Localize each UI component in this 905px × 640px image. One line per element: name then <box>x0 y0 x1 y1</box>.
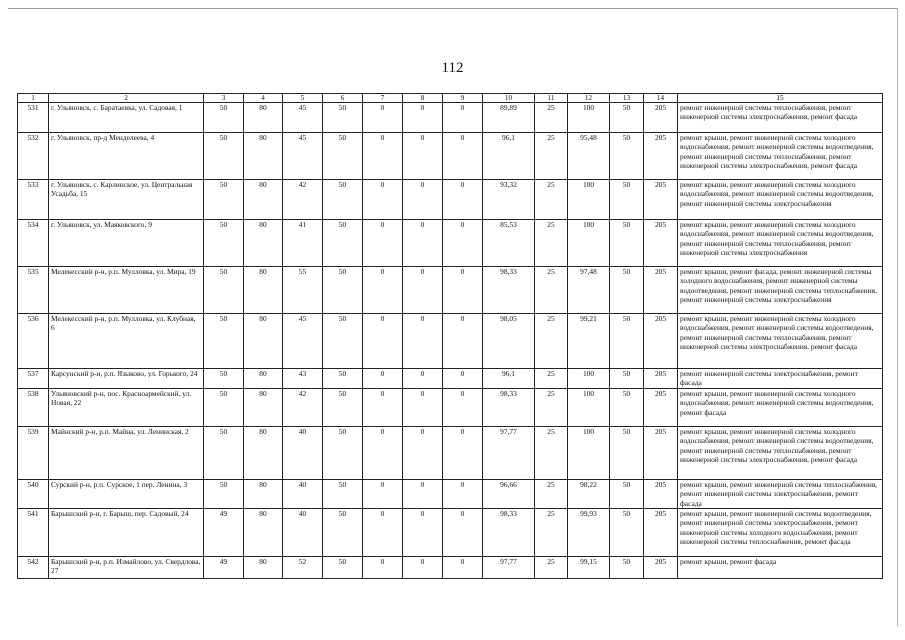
value-cell: 0 <box>443 133 483 180</box>
column-header: 15 <box>678 94 883 103</box>
value-cell: 50 <box>610 388 644 426</box>
value-cell: 0 <box>443 267 483 314</box>
value-cell: 0 <box>443 479 483 508</box>
value-cell: 205 <box>644 220 678 267</box>
value-cell: 50 <box>323 479 363 508</box>
value-cell: 40 <box>283 509 323 557</box>
value-cell: 50 <box>323 557 363 579</box>
value-cell: 98,22 <box>568 479 610 508</box>
table-header-row <box>18 94 883 103</box>
table-row <box>18 509 883 557</box>
address-cell: г. Ульяновск, с. Карлинское, ул. Центральная Усадьба, 15 <box>49 180 204 220</box>
address-cell: Карсунский р-н, р.п. Языково, ул. Горького, 24 <box>49 369 204 389</box>
value-cell: 50 <box>323 267 363 314</box>
value-cell: 0 <box>403 267 443 314</box>
value-cell: 52 <box>283 557 323 579</box>
value-cell: 0 <box>363 426 403 479</box>
value-cell: 0 <box>403 509 443 557</box>
value-cell: 0 <box>363 133 403 180</box>
value-cell: 80 <box>244 267 283 314</box>
value-cell: 0 <box>443 314 483 369</box>
value-cell: 50 <box>204 267 244 314</box>
value-cell: 25 <box>535 133 568 180</box>
value-cell: 205 <box>644 426 678 479</box>
value-cell: 25 <box>535 479 568 508</box>
value-cell: 50 <box>610 369 644 389</box>
value-cell: 95,48 <box>568 133 610 180</box>
value-cell: 205 <box>644 267 678 314</box>
value-cell: 0 <box>363 369 403 389</box>
table-body <box>18 103 883 579</box>
row-number-cell: 534 <box>18 220 49 267</box>
value-cell: 50 <box>323 180 363 220</box>
works-table <box>17 93 883 579</box>
value-cell: 40 <box>283 479 323 508</box>
value-cell: 205 <box>644 509 678 557</box>
table-row <box>18 369 883 389</box>
value-cell: 50 <box>204 388 244 426</box>
value-cell: 0 <box>363 557 403 579</box>
value-cell: 25 <box>535 314 568 369</box>
value-cell: 50 <box>610 479 644 508</box>
value-cell: 50 <box>610 133 644 180</box>
column-header: 6 <box>323 94 363 103</box>
value-cell: 50 <box>204 426 244 479</box>
value-cell: 0 <box>363 220 403 267</box>
value-cell: 98,33 <box>483 509 535 557</box>
value-cell: 50 <box>610 426 644 479</box>
value-cell: 96,1 <box>483 133 535 180</box>
address-cell: г. Ульяновск, ул. Маяковского, 9 <box>49 220 204 267</box>
value-cell: 50 <box>204 103 244 133</box>
value-cell: 98,33 <box>483 388 535 426</box>
page-right-rule <box>897 8 898 626</box>
value-cell: 0 <box>403 314 443 369</box>
value-cell: 80 <box>244 426 283 479</box>
value-cell: 0 <box>443 426 483 479</box>
column-header: 10 <box>483 94 535 103</box>
value-cell: 96,66 <box>483 479 535 508</box>
value-cell: 0 <box>363 180 403 220</box>
value-cell: 0 <box>363 103 403 133</box>
value-cell: 50 <box>204 369 244 389</box>
table-row <box>18 133 883 180</box>
address-cell: Ульяновский р-н, пос. Красноармейский, ул. Новая, 22 <box>49 388 204 426</box>
table-row <box>18 388 883 426</box>
value-cell: 99,93 <box>568 509 610 557</box>
value-cell: 0 <box>443 180 483 220</box>
value-cell: 100 <box>568 103 610 133</box>
value-cell: 25 <box>535 388 568 426</box>
row-number-cell: 536 <box>18 314 49 369</box>
column-header: 7 <box>363 94 403 103</box>
value-cell: 0 <box>443 388 483 426</box>
table-row <box>18 479 883 508</box>
value-cell: 0 <box>443 103 483 133</box>
value-cell: 97,77 <box>483 426 535 479</box>
value-cell: 50 <box>323 314 363 369</box>
table-row <box>18 220 883 267</box>
value-cell: 50 <box>610 267 644 314</box>
value-cell: 50 <box>610 103 644 133</box>
value-cell: 205 <box>644 314 678 369</box>
value-cell: 80 <box>244 557 283 579</box>
value-cell: 50 <box>610 180 644 220</box>
value-cell: 205 <box>644 369 678 389</box>
column-header: 2 <box>49 94 204 103</box>
address-cell: Барышский р-н, р.п. Измайлово, ул. Свердлова, 27 <box>49 557 204 579</box>
value-cell: 205 <box>644 133 678 180</box>
column-header: 4 <box>244 94 283 103</box>
value-cell: 25 <box>535 180 568 220</box>
column-header: 14 <box>644 94 678 103</box>
value-cell: 25 <box>535 426 568 479</box>
works-cell: ремонт крыши, ремонт инженерной системы водоотведения, ремонт инженерной системы электроснабжения, ремонт инженерной системы холодного водоснабжения, ремонт инженерной системы теплоснабжения, ремонт фасада <box>678 509 883 557</box>
value-cell: 99,15 <box>568 557 610 579</box>
page-number: 112 <box>441 60 464 76</box>
row-number-cell: 541 <box>18 509 49 557</box>
row-number-cell: 531 <box>18 103 49 133</box>
value-cell: 98,33 <box>483 267 535 314</box>
value-cell: 205 <box>644 103 678 133</box>
table-row <box>18 103 883 133</box>
value-cell: 80 <box>244 220 283 267</box>
value-cell: 50 <box>610 314 644 369</box>
value-cell: 80 <box>244 180 283 220</box>
works-cell: ремонт крыши, ремонт инженерной системы холодного водоснабжения, ремонт инженерной системы водоотведения, ремонт инженерной системы электроснабжения <box>678 180 883 220</box>
value-cell: 97,77 <box>483 557 535 579</box>
value-cell: 55 <box>283 267 323 314</box>
value-cell: 50 <box>610 557 644 579</box>
value-cell: 100 <box>568 426 610 479</box>
value-cell: 25 <box>535 557 568 579</box>
value-cell: 25 <box>535 369 568 389</box>
value-cell: 25 <box>535 103 568 133</box>
value-cell: 93,32 <box>483 180 535 220</box>
value-cell: 0 <box>363 388 403 426</box>
value-cell: 0 <box>443 220 483 267</box>
value-cell: 0 <box>363 509 403 557</box>
value-cell: 40 <box>283 426 323 479</box>
value-cell: 49 <box>204 557 244 579</box>
column-header: 8 <box>403 94 443 103</box>
value-cell: 45 <box>283 314 323 369</box>
table-row <box>18 314 883 369</box>
value-cell: 89,89 <box>483 103 535 133</box>
row-number-cell: 535 <box>18 267 49 314</box>
value-cell: 100 <box>568 388 610 426</box>
value-cell: 50 <box>610 220 644 267</box>
value-cell: 42 <box>283 180 323 220</box>
value-cell: 0 <box>403 479 443 508</box>
value-cell: 0 <box>403 180 443 220</box>
column-header: 1 <box>18 94 49 103</box>
value-cell: 0 <box>363 314 403 369</box>
row-number-cell: 538 <box>18 388 49 426</box>
value-cell: 0 <box>443 369 483 389</box>
value-cell: 43 <box>283 369 323 389</box>
address-cell: Мелекесский р-н, р.п. Мулловка, ул. Мира, 19 <box>49 267 204 314</box>
value-cell: 100 <box>568 220 610 267</box>
value-cell: 80 <box>244 103 283 133</box>
address-cell: Мелекесский р-н, р.п. Мулловка, ул. Клубная, 6 <box>49 314 204 369</box>
value-cell: 50 <box>204 220 244 267</box>
value-cell: 85,53 <box>483 220 535 267</box>
value-cell: 99,21 <box>568 314 610 369</box>
table-row <box>18 557 883 579</box>
column-header: 13 <box>610 94 644 103</box>
value-cell: 80 <box>244 314 283 369</box>
row-number-cell: 537 <box>18 369 49 389</box>
address-cell: Барышский р-н, г. Барыш, пер. Садовый, 24 <box>49 509 204 557</box>
table-row <box>18 267 883 314</box>
value-cell: 50 <box>204 314 244 369</box>
value-cell: 0 <box>403 220 443 267</box>
value-cell: 97,48 <box>568 267 610 314</box>
value-cell: 45 <box>283 103 323 133</box>
column-header: 5 <box>283 94 323 103</box>
value-cell: 96,1 <box>483 369 535 389</box>
value-cell: 49 <box>204 509 244 557</box>
works-cell: ремонт крыши, ремонт инженерной системы холодного водоснабжения, ремонт инженерной системы водоотведения, ремонт инженерной системы теплоснабжения, ремонт инженерной системы электроснабжения <box>678 220 883 267</box>
value-cell: 50 <box>204 479 244 508</box>
value-cell: 50 <box>323 133 363 180</box>
value-cell: 0 <box>443 557 483 579</box>
address-cell: г. Ульяновск, пр-д Менделеева, 4 <box>49 133 204 180</box>
row-number-cell: 542 <box>18 557 49 579</box>
column-header: 9 <box>443 94 483 103</box>
row-number-cell: 532 <box>18 133 49 180</box>
value-cell: 45 <box>283 133 323 180</box>
row-number-cell: 533 <box>18 180 49 220</box>
value-cell: 80 <box>244 509 283 557</box>
value-cell: 0 <box>403 369 443 389</box>
value-cell: 98,05 <box>483 314 535 369</box>
value-cell: 80 <box>244 369 283 389</box>
value-cell: 100 <box>568 180 610 220</box>
table-row <box>18 180 883 220</box>
value-cell: 0 <box>363 479 403 508</box>
value-cell: 80 <box>244 133 283 180</box>
value-cell: 205 <box>644 180 678 220</box>
value-cell: 25 <box>535 267 568 314</box>
works-cell: ремонт крыши, ремонт фасада, ремонт инженерной системы холодного водоснабжения, ремонт инженерной системы водоотведения, ремонт инженерной системы теплоснабжения, ремонт инженерной системы электроснабжения <box>678 267 883 314</box>
row-number-cell: 539 <box>18 426 49 479</box>
value-cell: 50 <box>204 180 244 220</box>
column-header: 3 <box>204 94 244 103</box>
works-cell: ремонт крыши, ремонт инженерной системы теплоснабжения, ремонт инженерной системы электроснабжения, ремонт фасада <box>678 479 883 508</box>
works-cell: ремонт инженерной системы теплоснабжения, ремонт инженерной системы электроснабжения, ремонт фасада <box>678 103 883 133</box>
value-cell: 50 <box>323 426 363 479</box>
value-cell: 100 <box>568 369 610 389</box>
value-cell: 205 <box>644 557 678 579</box>
value-cell: 0 <box>403 557 443 579</box>
works-cell: ремонт крыши, ремонт фасада <box>678 557 883 579</box>
value-cell: 0 <box>403 426 443 479</box>
value-cell: 50 <box>323 103 363 133</box>
value-cell: 50 <box>323 388 363 426</box>
value-cell: 50 <box>323 509 363 557</box>
value-cell: 0 <box>403 388 443 426</box>
row-number-cell: 540 <box>18 479 49 508</box>
value-cell: 41 <box>283 220 323 267</box>
value-cell: 50 <box>323 369 363 389</box>
value-cell: 50 <box>323 220 363 267</box>
address-cell: Майнский р-н, р.п. Майна, ул. Ленинская, 2 <box>49 426 204 479</box>
value-cell: 42 <box>283 388 323 426</box>
value-cell: 80 <box>244 388 283 426</box>
page-top-rule <box>8 8 898 9</box>
value-cell: 0 <box>443 509 483 557</box>
works-cell: ремонт крыши, ремонт инженерной системы холодного водоснабжения, ремонт инженерной системы водоотведения, ремонт инженерной системы теплоснабжения, ремонт инженерной системы электроснабжения, ремонт фасада <box>678 426 883 479</box>
value-cell: 0 <box>363 267 403 314</box>
value-cell: 0 <box>403 133 443 180</box>
works-cell: ремонт крыши, ремонт инженерной системы холодного водоснабжения, ремонт инженерной системы водоотведения, ремонт инженерной системы теплоснабжения, ремонт инженерной системы электроснабжения, ремонт фасада <box>678 314 883 369</box>
value-cell: 0 <box>403 103 443 133</box>
value-cell: 80 <box>244 479 283 508</box>
value-cell: 50 <box>610 509 644 557</box>
value-cell: 205 <box>644 388 678 426</box>
value-cell: 205 <box>644 479 678 508</box>
address-cell: Сурский р-н, р.п. Сурское, 1 пер. Ленина, 3 <box>49 479 204 508</box>
works-cell: ремонт инженерной системы электроснабжения, ремонт фасада <box>678 369 883 389</box>
works-cell: ремонт крыши, ремонт инженерной системы холодного водоснабжения, ремонт инженерной системы водоотведения, ремонт фасада <box>678 388 883 426</box>
table-row <box>18 426 883 479</box>
value-cell: 50 <box>204 133 244 180</box>
value-cell: 25 <box>535 220 568 267</box>
column-header: 11 <box>535 94 568 103</box>
value-cell: 25 <box>535 509 568 557</box>
works-cell: ремонт крыши, ремонт инженерной системы холодного водоснабжения, ремонт инженерной системы водоотведения, ремонт инженерной системы теплоснабжения, ремонт инженерной системы электроснабжения, ремонт фасада <box>678 133 883 180</box>
address-cell: г. Ульяновск, с. Баратаевка, ул. Садовая, 1 <box>49 103 204 133</box>
column-header: 12 <box>568 94 610 103</box>
